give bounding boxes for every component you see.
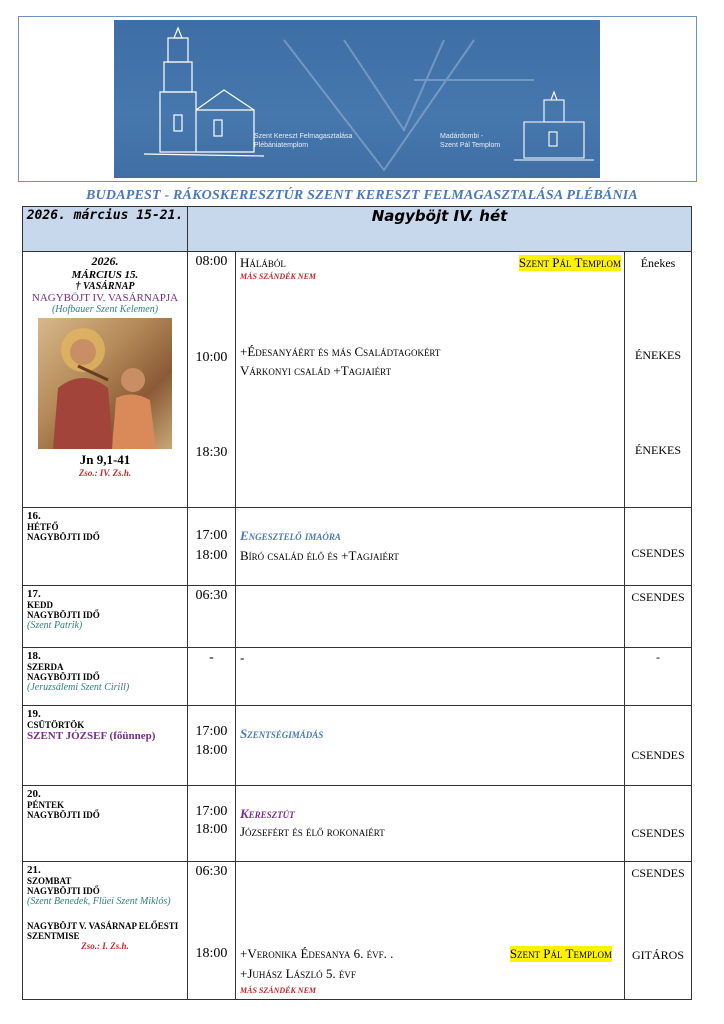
day-number: 19. [27, 708, 41, 720]
sunday-gospel: Jn 9,1-41 [79, 452, 131, 467]
music-type: CSENDES [631, 748, 685, 762]
day-feast: SZENT JÓZSEF (főünnep) [27, 730, 156, 742]
day-period: NAGYBÖJTI IDŐ [27, 810, 100, 820]
location-badge: Szent Pál Templom [518, 255, 621, 270]
music-type: Énekes [640, 256, 676, 270]
day-tuesday [23, 586, 188, 648]
saturday-psalter: Zso.: I. Zs.h. [81, 941, 129, 951]
day-period: NAGYBÖJTI IDŐ [27, 886, 100, 896]
intention-note: MÁS SZÁNDÉK NEM [240, 986, 317, 995]
day-name: HÉTFŐ [27, 522, 59, 532]
sunday-psalter: Zso.: IV. Zs.h. [78, 468, 132, 478]
intention-main: Hálából [240, 255, 286, 270]
day-monday [23, 508, 188, 586]
church-banner [114, 20, 600, 178]
table-row-wednesday [23, 648, 692, 706]
music-type: CSENDES [631, 826, 685, 840]
day-name: CSÜTÖRTÖK [27, 720, 85, 730]
time: 18:00 [195, 822, 228, 837]
table-row-monday [23, 508, 692, 586]
event-title: Szentségimádás [240, 726, 324, 741]
time: 17:00 [195, 528, 228, 543]
day-name: PÉNTEK [27, 800, 65, 810]
day-saturday [23, 862, 188, 1000]
wednesday-intentions [236, 648, 625, 706]
tuesday-music [625, 586, 692, 648]
day-number: 17. [27, 588, 41, 600]
wednesday-times [188, 648, 236, 706]
day-number: 18. [27, 650, 41, 662]
day-wednesday [23, 648, 188, 706]
sunday-date: MÁRCIUS 15. [71, 269, 139, 281]
time: 18:00 [195, 743, 228, 758]
saturday-times [188, 862, 236, 1000]
day-number: 16. [27, 510, 41, 522]
christ-healing-icon [38, 318, 172, 449]
thursday-music [625, 706, 692, 786]
parish-title: BUDAPEST - RÁKOSKERESZTÚR SZENT KERESZT FELMAGASZTALÁSA PLÉBÁNIA [86, 188, 638, 203]
intention-line: Várkonyi család +Tagjaiért [240, 363, 392, 378]
sunday-times [188, 252, 236, 508]
day-period: NAGYBÖJTI IDŐ [27, 532, 100, 542]
time: 18:00 [195, 548, 228, 563]
day-thursday [23, 706, 188, 786]
event-title: Engesztelő imaóra [240, 528, 341, 543]
time: 06:30 [195, 588, 228, 603]
time: 18:00 [195, 946, 228, 961]
schedule-header [23, 207, 692, 252]
event-title: Keresztút [240, 806, 295, 821]
sunday-saint: (Hofbauer Szent Kelemen) [51, 304, 159, 315]
day-name: KEDD [27, 600, 54, 610]
music-type: CSENDES [631, 546, 685, 560]
banner-caption-right: Madárdombi - Szent Pál Templom [440, 133, 501, 149]
music-type: ÉNEKES [635, 348, 682, 362]
music-type: GITÁROS [632, 948, 685, 962]
week-title: Nagyböjt IV. hét [188, 207, 692, 252]
music-type: CSENDES [631, 866, 685, 880]
date-range: 2026. március 15-21. [23, 207, 188, 252]
saturday-music [625, 862, 692, 1000]
intention-line: - [240, 650, 245, 665]
table-row-friday [23, 786, 692, 862]
day-number: 20. [27, 788, 41, 800]
monday-intentions [236, 508, 625, 586]
time: 18:30 [195, 445, 228, 460]
sunday-day: † VASÁRNAP [75, 281, 135, 292]
intention-line: +Édesanyáért és más Családtagokért [240, 344, 441, 359]
schedule-table [22, 206, 692, 1000]
table-row-sunday [23, 252, 692, 508]
music-type: - [656, 650, 661, 664]
day-name: SZERDA [27, 662, 64, 672]
time: 17:00 [195, 724, 228, 739]
tuesday-times [188, 586, 236, 648]
day-saint: (Szent Patrik) [27, 620, 83, 631]
intention-note: MÁS SZÁNDÉK NEM [240, 272, 317, 281]
day-period: NAGYBÖJTI IDŐ [27, 672, 100, 682]
time: 10:00 [195, 350, 228, 365]
day-name: SZOMBAT [27, 876, 72, 886]
thursday-intentions [236, 706, 625, 786]
time: 08:00 [195, 254, 228, 269]
day-period: NAGYBÖJTI IDŐ [27, 610, 100, 620]
intention-line: +Veronika Édesanya 6. évf. . [240, 946, 394, 961]
banner-caption-left: Szent Kereszt Felmagasztalása Plébániatemplom [254, 133, 353, 149]
time: - [209, 650, 214, 665]
music-type: ÉNEKES [635, 443, 682, 457]
table-row-saturday [23, 862, 692, 1000]
intention-line: +Juhász László 5. évf [240, 966, 356, 981]
music-type: CSENDES [631, 590, 685, 604]
time: 17:00 [195, 804, 228, 819]
intention-line: Bíró család élő és +Tagjaiért [240, 548, 399, 563]
wednesday-music [625, 648, 692, 706]
intention-line: Józsefért és élő rokonaiért [240, 824, 385, 839]
friday-music [625, 786, 692, 862]
monday-times [188, 508, 236, 586]
time: 06:30 [195, 864, 228, 879]
sunday-intentions [236, 252, 625, 508]
day-number: 21. [27, 864, 41, 876]
table-row-tuesday [23, 586, 692, 648]
monday-music [625, 508, 692, 586]
friday-intentions [236, 786, 625, 862]
church-drawing-icon [114, 20, 600, 178]
tuesday-intentions [236, 586, 625, 648]
vigil-mass: NAGYBÖJT V. VASÁRNAP ELŐESTI SZENTMISE [27, 921, 179, 941]
table-row-thursday [23, 706, 692, 786]
day-saint: (Jeruzsálemi Szent Cirill) [27, 682, 130, 693]
friday-times [188, 786, 236, 862]
day-saint: (Szent Benedek, Flüei Szent Miklós) [27, 896, 171, 907]
sunday-feast: NAGYBÖJT IV. VASÁRNAPJA [31, 292, 179, 304]
saturday-intentions [236, 862, 625, 1000]
day-sunday [23, 252, 188, 508]
sunday-year: 2026. [91, 254, 119, 268]
thursday-times [188, 706, 236, 786]
location-badge: Szent Pál Templom [509, 946, 612, 961]
day-friday [23, 786, 188, 862]
sunday-music [625, 252, 692, 508]
